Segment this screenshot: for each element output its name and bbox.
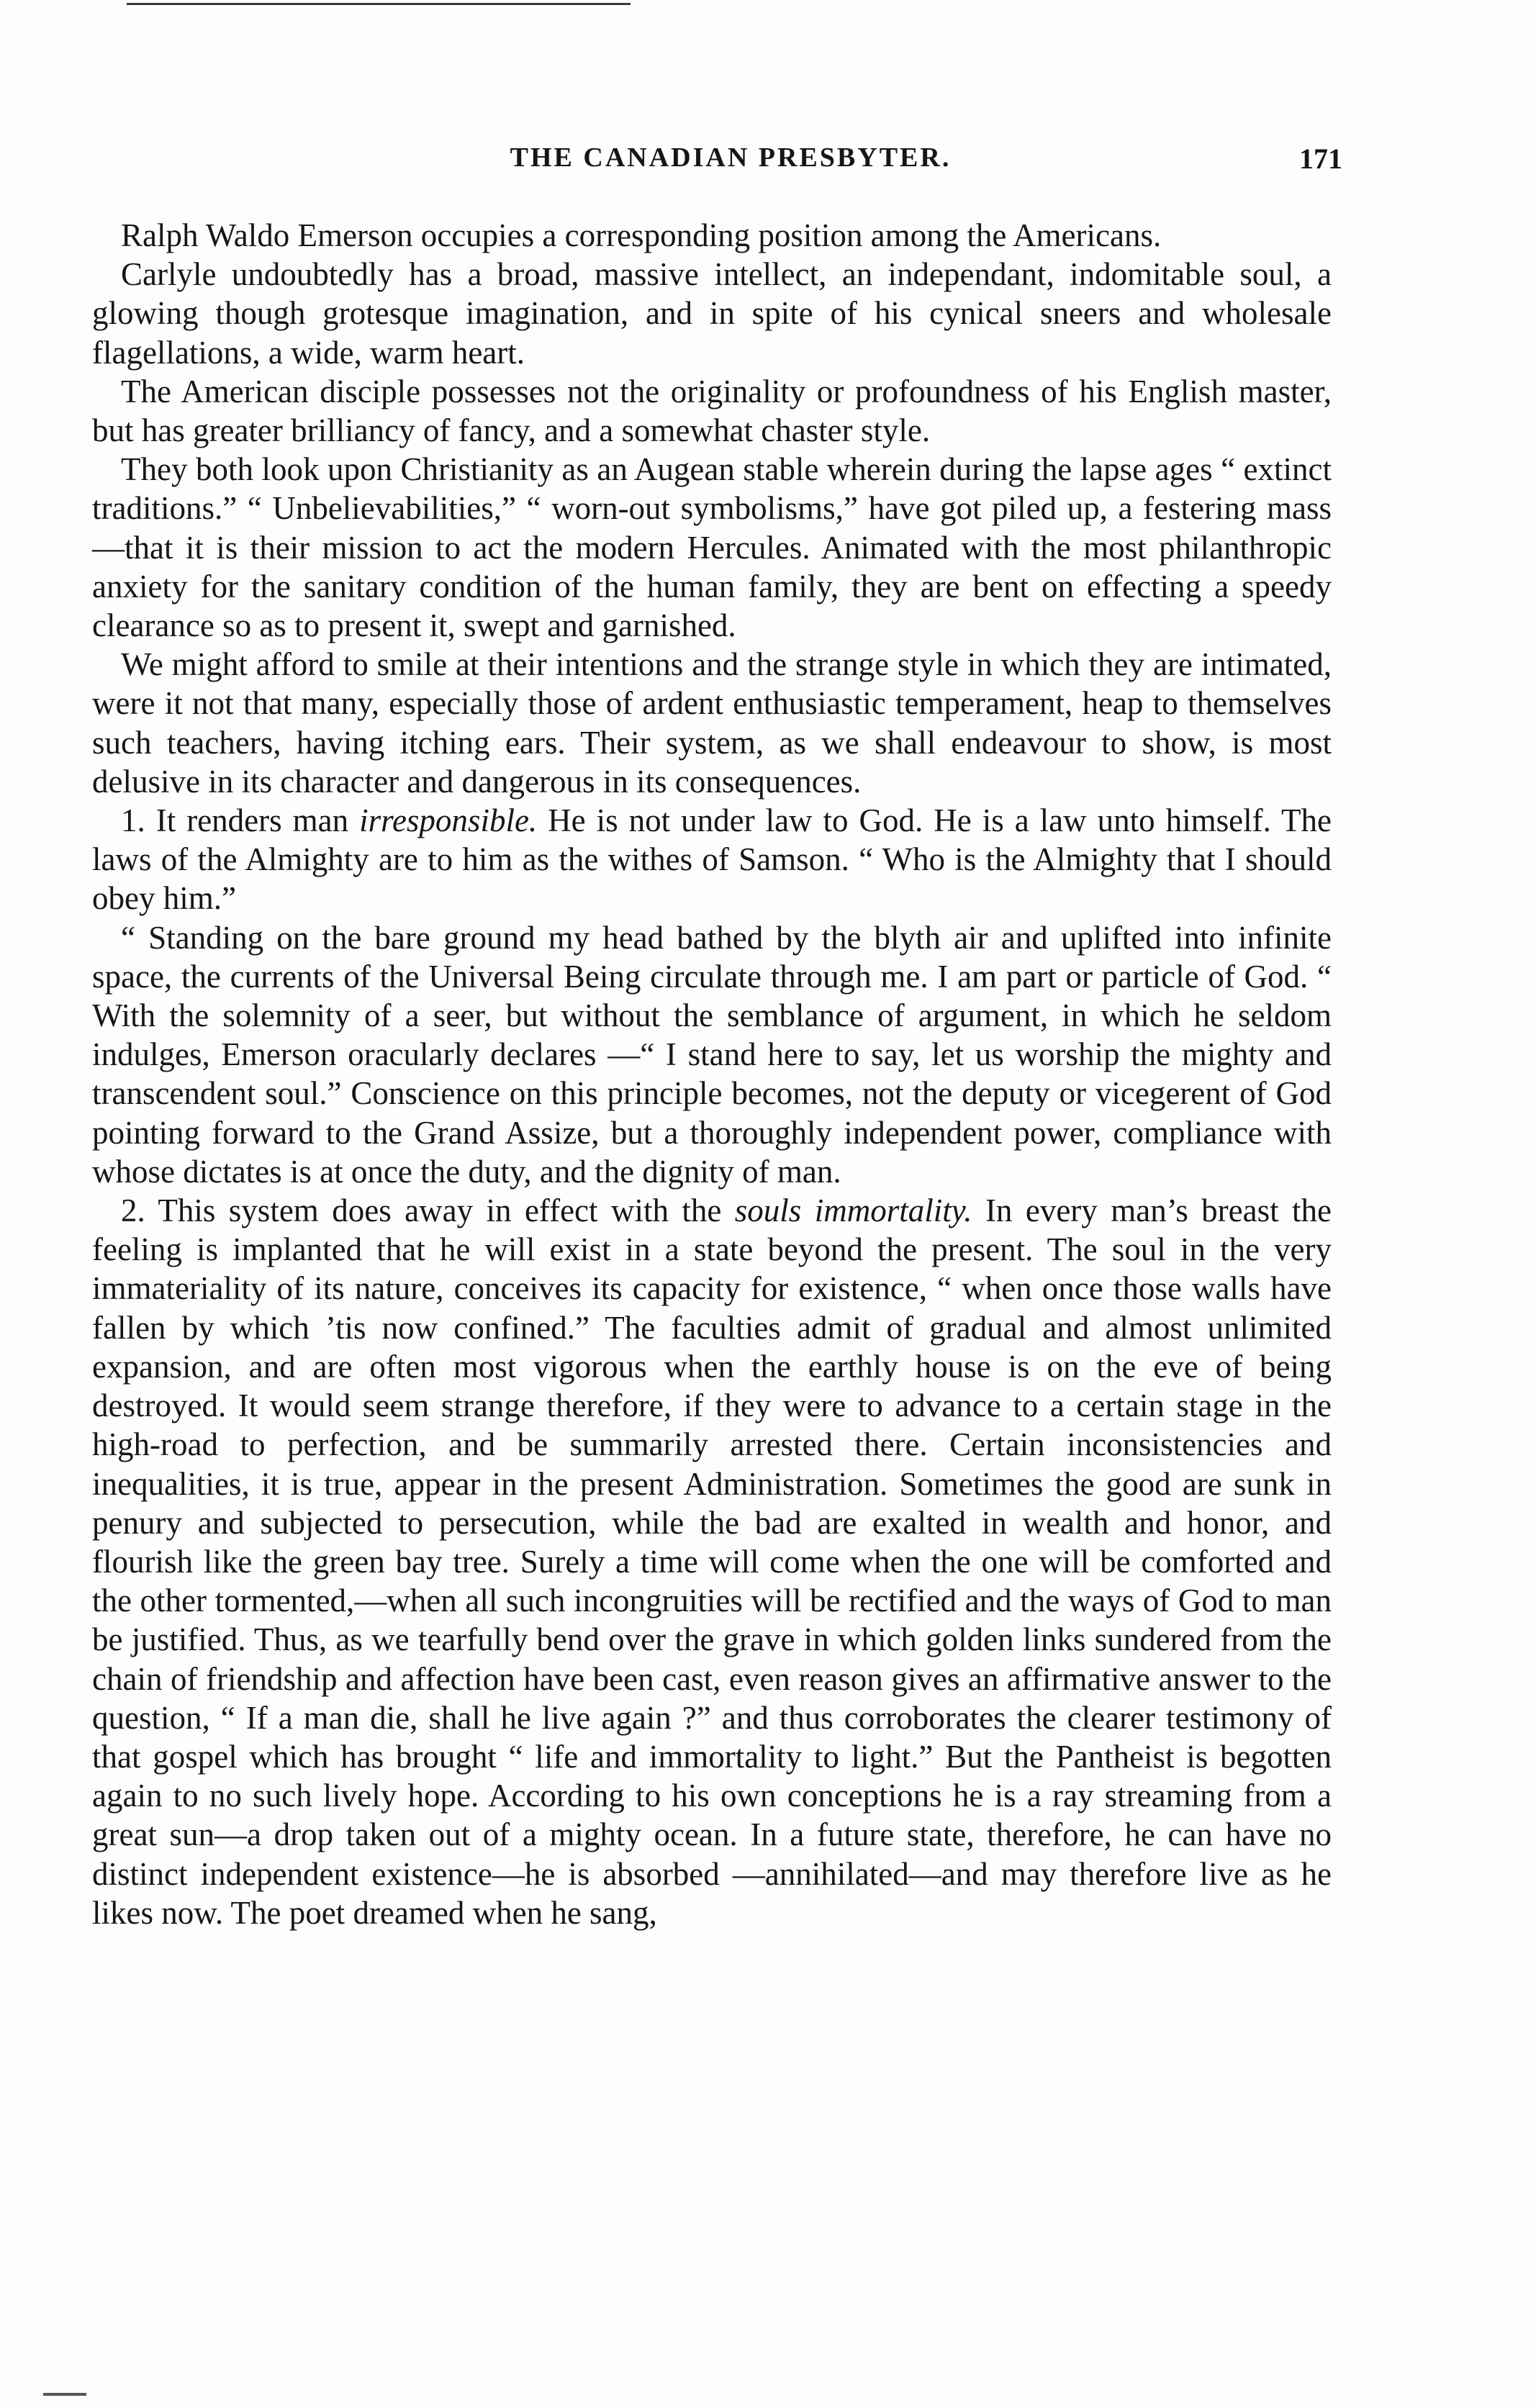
point-one-text: He is not under law to God. He is a law unto himself. The laws of the Almighty are to him as the withes of Samson. “ Who is the Almighty that I should obey him.”	[92, 802, 1332, 917]
paragraph-standing-quote: “ Standing on the bare ground my head bathed by the blyth air and uplifted into infinite space, the currents of the Universal Being circulate through me. I am part or particle of God. “ With the solemnity of a seer, but without the semblance of argument, in which he seldom indulges, Emerson oracularly declares —“ I stand here to say, let us worship the mighty and transcendent soul.” Conscience on this principle becomes, not the deputy or vicegerent of God pointing forward to the Grand Assize, but a thoroughly independent power, compliance with whose dictates is at once the duty, and the dignity of man.	[92, 919, 1332, 1190]
page-header	[119, 142, 1342, 192]
point-two-text: In every man’s breast the feeling is implanted that he will exist in a state beyond the present. The soul in the very immateriality of its nature, conceives its capacity for existence, “ when once those walls have fallen by which ’tis now confined.” The faculties admit of gradual and almost unlimited expansion, and are often most vigorous when the earthly house is on the eve of being destroyed. It would seem strange therefore, if they were to advance to a certain stage in the high-road to perfection, and be summarily arrested there. Certain inconsistencies and inequalities, it is true, appear in the present Administration. Sometimes the good are sunk in penury and subjected to persecution, while the bad are exalted in wealth and honor, and flourish like the green bay tree. Surely a time will come when the one will be comforted and the other tormented,—when all such incongruities will be rectified and the ways of God to man be justified. Thus, as we tearfully bend over the grave in which golden links sundered from the chain of friendship and affection have been cast, even reason gives an affirmative answer to the question, “ If a man die, shall he live again ?” and thus corroborates the clearer testimony of that gospel which has brought “ life and immortality to light.” But the Pantheist is begotten again to no such lively hope. According to his own conceptions he is a ray streaming from a great sun—a drop taken out of a mighty ocean. In a future state, therefore, he can have no distinct independent existence—he is absorbed —annihilated—and may therefore live as he likes now. The poet dreamed when he sang,	[92, 1192, 1332, 1931]
page-number: 171	[1299, 142, 1342, 175]
paragraph-augean-stable: They both look upon Christianity as an Augean stable wherein during the lapse ages “ extinct traditions.” “ Unbelievabilities,” “ worn-out symbolisms,” have got piled up, a festering mass—that it is their mission to act the modern Hercules. Animated with the most philanthropic anxiety for the sanitary condition of the human family, they are bent on effecting a speedy clearance so as to present it, swept and garnished.	[92, 451, 1332, 644]
paragraph-point-one	[92, 801, 1332, 918]
paragraph-point-two	[92, 1191, 1332, 1932]
top-rule	[127, 3, 631, 5]
point-one-emphasis: irresponsible.	[359, 802, 538, 839]
point-one-lead: 1. It renders man	[121, 802, 360, 839]
point-two-emphasis: souls immortality.	[734, 1192, 972, 1229]
bottom-smudge	[43, 2393, 86, 2396]
paragraph-system-delusive: We might afford to smile at their intentions and the strange style in which they are intimated, were it not that many, especially those of ardent enthusiastic temperament, heap to themselves such teachers, having itching ears. Their system, as we shall endeavour to show, is most delusive in its character and dangerous in its consequences.	[92, 646, 1332, 800]
body-text	[92, 216, 1332, 1932]
paragraph-american-disciple: The American disciple possesses not the originality or profoundness of his English master, but has greater brilliancy of fancy, and a somewhat chaster style.	[92, 373, 1332, 449]
paragraph-carlyle: Carlyle undoubtedly has a broad, massive intellect, an independant, indomitable soul, a glowing though grotesque imagination, and in spite of his cynical sneers and wholesale flagellations, a wide, warm heart.	[92, 256, 1332, 371]
paragraph-emerson: Ralph Waldo Emerson occupies a corresponding position among the Americans.	[121, 217, 1162, 253]
point-two-lead: 2. This system does away in effect with the	[121, 1192, 735, 1229]
running-head: THE CANADIAN PRESBYTER.	[510, 142, 952, 173]
